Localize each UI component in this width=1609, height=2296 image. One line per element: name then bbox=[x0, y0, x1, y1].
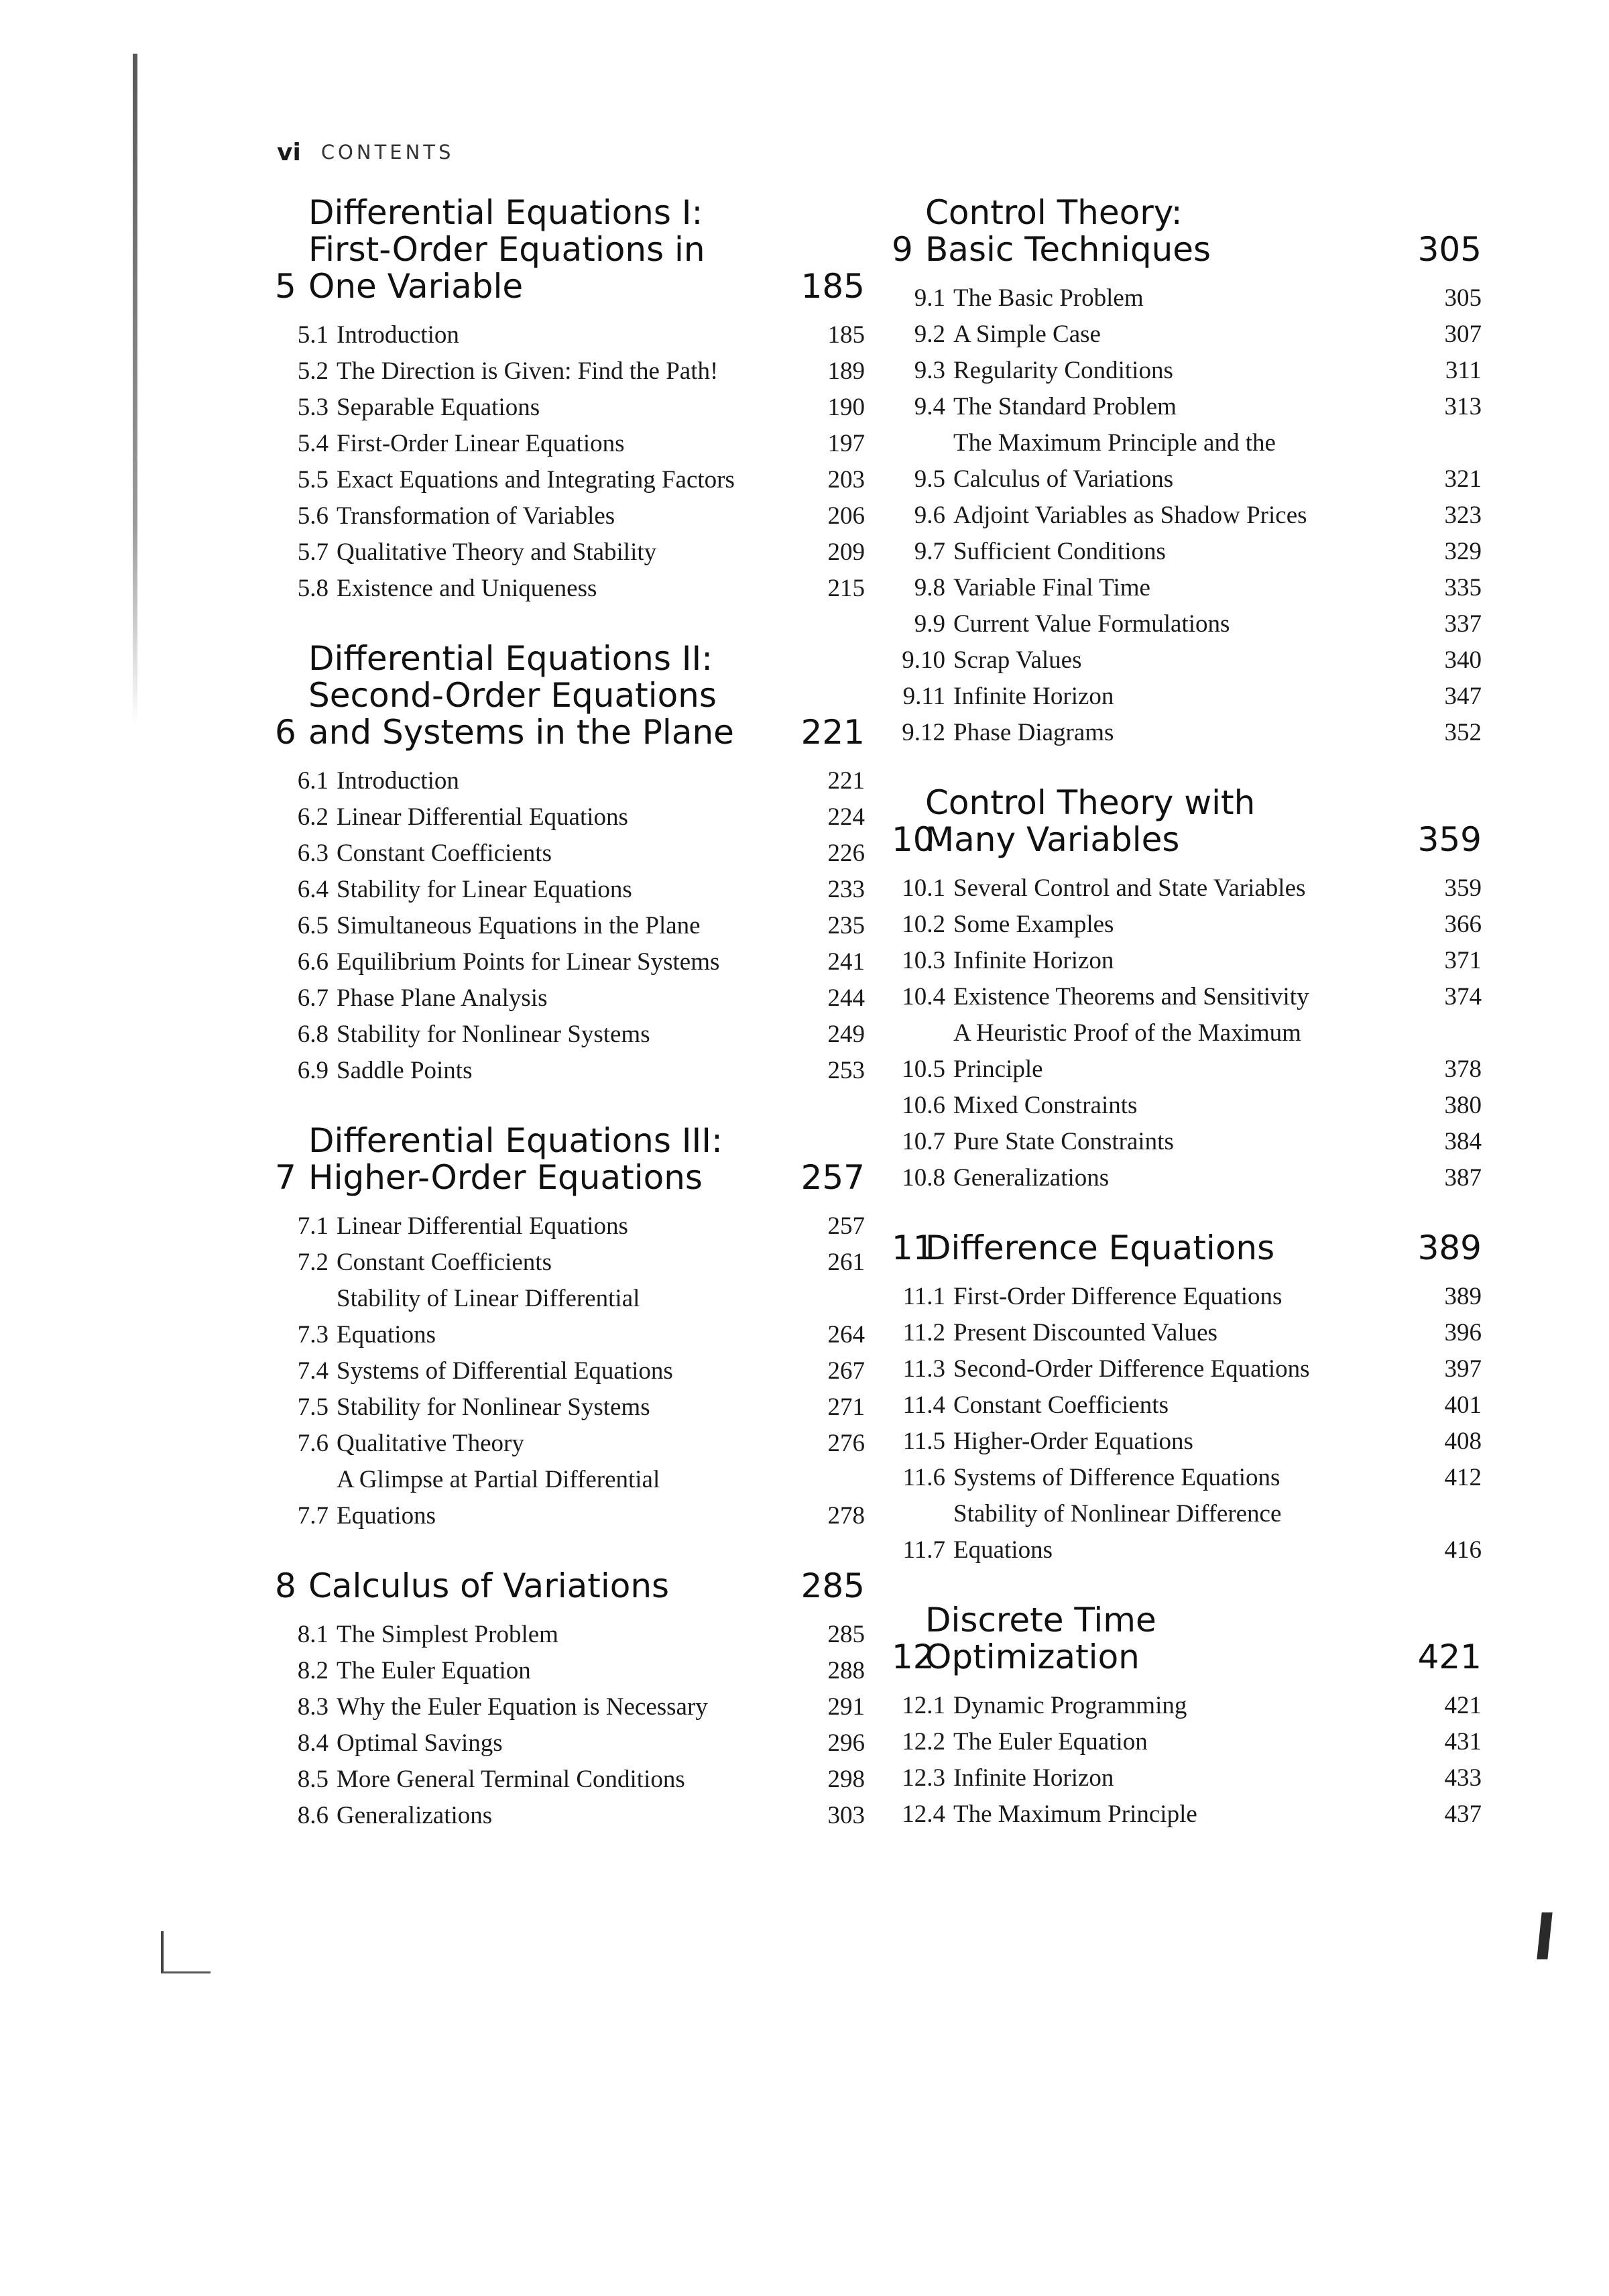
section-page: 267 bbox=[827, 1357, 865, 1385]
chapter-number: 9 bbox=[892, 230, 913, 269]
section-entry bbox=[275, 1426, 865, 1462]
section-page: 380 bbox=[1444, 1092, 1482, 1119]
section-number: 8.2 bbox=[297, 1657, 329, 1684]
section-title: Equilibrium Points for Linear Systems bbox=[337, 948, 720, 976]
section-entry bbox=[892, 943, 1482, 979]
section-title: Regularity Conditions bbox=[953, 357, 1173, 384]
chapter-heading bbox=[275, 640, 865, 751]
section-page: 359 bbox=[1444, 874, 1482, 902]
section-page: 253 bbox=[827, 1057, 865, 1084]
chapter-block bbox=[275, 194, 865, 607]
section-number: 8.4 bbox=[297, 1729, 329, 1757]
section-title: Generalizations bbox=[337, 1802, 493, 1829]
section-page: 298 bbox=[827, 1766, 865, 1793]
section-page: 276 bbox=[827, 1430, 865, 1457]
section-entry bbox=[892, 425, 1482, 498]
toc-column-left bbox=[275, 194, 865, 1868]
section-page: 421 bbox=[1444, 1692, 1482, 1719]
section-title: Constant Coefficients bbox=[953, 1391, 1169, 1419]
section-title: Systems of Differential Equations bbox=[337, 1357, 673, 1385]
section-page: 264 bbox=[827, 1321, 865, 1348]
section-entry bbox=[275, 498, 865, 534]
section-number: 9.3 bbox=[914, 357, 945, 384]
chapter-title: Differential Equations II: Second-Order Equations and Systems in the Plane bbox=[308, 639, 734, 752]
section-title: Systems of Difference Equations bbox=[953, 1464, 1280, 1491]
section-title: Present Discounted Values bbox=[953, 1319, 1217, 1346]
section-title: Qualitative Theory bbox=[337, 1430, 524, 1457]
section-title: Stability of Linear Differential Equations bbox=[337, 1285, 640, 1348]
section-entry bbox=[275, 426, 865, 462]
section-number: 8.5 bbox=[297, 1766, 329, 1793]
section-entry bbox=[892, 1279, 1482, 1315]
section-page: 226 bbox=[827, 840, 865, 867]
chapter-title: Calculus of Variations bbox=[308, 1566, 670, 1605]
section-title: Second-Order Difference Equations bbox=[953, 1355, 1310, 1383]
section-number: 6.5 bbox=[297, 912, 329, 939]
section-page: 197 bbox=[827, 430, 865, 457]
section-page: 221 bbox=[827, 767, 865, 795]
section-number: 6.7 bbox=[297, 984, 329, 1012]
section-page: 241 bbox=[827, 948, 865, 976]
section-number: 6.9 bbox=[297, 1057, 329, 1084]
scan-binding-shadow bbox=[133, 54, 137, 724]
section-page: 305 bbox=[1444, 284, 1482, 312]
section-number: 6.2 bbox=[297, 803, 329, 831]
section-entry bbox=[275, 1353, 865, 1389]
chapter-title: Difference Equations bbox=[925, 1228, 1275, 1267]
section-page: 190 bbox=[827, 394, 865, 421]
section-page: 296 bbox=[827, 1729, 865, 1757]
section-number: 12.2 bbox=[902, 1728, 945, 1756]
section-number: 11.1 bbox=[902, 1283, 945, 1310]
section-number: 9.11 bbox=[902, 683, 945, 710]
toc-column-right bbox=[892, 194, 1482, 1866]
section-title: Linear Differential Equations bbox=[337, 1212, 628, 1240]
section-title: First-Order Linear Equations bbox=[337, 430, 625, 457]
section-title: The Maximum Principle bbox=[953, 1800, 1197, 1828]
section-page: 291 bbox=[827, 1693, 865, 1721]
section-page: 224 bbox=[827, 803, 865, 831]
section-number: 5.8 bbox=[297, 575, 329, 602]
section-entry bbox=[892, 317, 1482, 353]
chapter-number: 6 bbox=[275, 713, 296, 752]
section-number: 6.6 bbox=[297, 948, 329, 976]
section-number: 8.3 bbox=[297, 1693, 329, 1721]
section-entry bbox=[275, 872, 865, 908]
section-entry bbox=[275, 571, 865, 607]
section-title: The Direction is Given: Find the Path! bbox=[337, 357, 719, 385]
section-number: 7.4 bbox=[297, 1357, 329, 1385]
chapter-number: 11 bbox=[892, 1228, 935, 1267]
chapter-block bbox=[892, 785, 1482, 1196]
section-page: 401 bbox=[1444, 1391, 1482, 1419]
section-entry bbox=[892, 715, 1482, 751]
section-title: Phase Diagrams bbox=[953, 719, 1114, 746]
section-entry bbox=[892, 389, 1482, 425]
section-entry bbox=[892, 1724, 1482, 1760]
section-entry bbox=[275, 1725, 865, 1762]
section-entry bbox=[275, 908, 865, 944]
chapter-number: 12 bbox=[892, 1638, 935, 1676]
section-number: 5.6 bbox=[297, 502, 329, 530]
section-number: 10.4 bbox=[902, 983, 945, 1011]
section-title: Saddle Points bbox=[337, 1057, 473, 1084]
section-page: 235 bbox=[827, 912, 865, 939]
section-entry bbox=[892, 570, 1482, 606]
chapter-number: 5 bbox=[275, 267, 296, 306]
running-title: CONTENTS bbox=[320, 141, 455, 164]
section-entry bbox=[275, 462, 865, 498]
section-title: Existence Theorems and Sensitivity bbox=[953, 983, 1309, 1011]
section-title: Qualitative Theory and Stability bbox=[337, 538, 657, 566]
section-page: 335 bbox=[1444, 574, 1482, 601]
section-title: Constant Coefficients bbox=[337, 1249, 552, 1276]
section-number: 9.5 bbox=[914, 465, 945, 493]
section-number: 8.1 bbox=[297, 1621, 329, 1648]
section-number: 9.2 bbox=[914, 321, 945, 348]
section-title: The Standard Problem bbox=[953, 393, 1177, 420]
section-number: 7.5 bbox=[297, 1393, 329, 1421]
chapter-page: 257 bbox=[800, 1158, 865, 1197]
section-title: A Glimpse at Partial Differential Equations bbox=[337, 1466, 660, 1530]
chapter-page: 285 bbox=[800, 1566, 865, 1605]
section-page: 437 bbox=[1444, 1800, 1482, 1828]
chapter-title: Differential Equations I: First-Order Equations in One Variable bbox=[308, 193, 705, 306]
section-number: 11.5 bbox=[902, 1428, 945, 1455]
section-number: 5.4 bbox=[297, 430, 329, 457]
section-page: 397 bbox=[1444, 1355, 1482, 1383]
section-page: 278 bbox=[827, 1502, 865, 1530]
section-entry bbox=[275, 390, 865, 426]
section-number: 12.4 bbox=[902, 1800, 945, 1828]
section-entry bbox=[892, 870, 1482, 907]
section-title: Infinite Horizon bbox=[953, 947, 1114, 974]
chapter-page: 421 bbox=[1417, 1638, 1482, 1676]
section-entry bbox=[892, 1315, 1482, 1351]
chapter-block bbox=[275, 1568, 865, 1834]
chapter-heading bbox=[892, 785, 1482, 858]
section-page: 371 bbox=[1444, 947, 1482, 974]
chapter-block bbox=[892, 194, 1482, 751]
section-number: 9.12 bbox=[902, 719, 945, 746]
section-number: 11.2 bbox=[902, 1319, 945, 1346]
section-number: 11.6 bbox=[902, 1464, 945, 1491]
chapter-title: Discrete Time Optimization bbox=[925, 1601, 1156, 1676]
chapter-title: Control Theory: Basic Techniques bbox=[925, 193, 1211, 269]
section-title: Phase Plane Analysis bbox=[337, 984, 548, 1012]
section-title: Several Control and State Variables bbox=[953, 874, 1306, 902]
section-page: 285 bbox=[827, 1621, 865, 1648]
section-number: 6.4 bbox=[297, 876, 329, 903]
chapter-page: 359 bbox=[1417, 820, 1482, 859]
section-entry bbox=[892, 907, 1482, 943]
section-title: Optimal Savings bbox=[337, 1729, 503, 1757]
chapter-page: 185 bbox=[800, 267, 865, 306]
section-page: 311 bbox=[1445, 357, 1482, 384]
section-entry bbox=[275, 1689, 865, 1725]
chapter-block bbox=[275, 640, 865, 1089]
section-entry bbox=[275, 1798, 865, 1834]
section-page: 396 bbox=[1444, 1319, 1482, 1346]
section-page: 387 bbox=[1444, 1164, 1482, 1192]
section-entry bbox=[275, 836, 865, 872]
section-number: 12.3 bbox=[902, 1764, 945, 1792]
section-title: Stability for Linear Equations bbox=[337, 876, 632, 903]
section-number: 10.2 bbox=[902, 911, 945, 938]
section-page: 185 bbox=[827, 321, 865, 349]
chapter-title: Differential Equations III: Higher-Order Equations bbox=[308, 1121, 723, 1197]
section-entry bbox=[892, 498, 1482, 534]
section-title: Separable Equations bbox=[337, 394, 540, 421]
section-number: 7.7 bbox=[297, 1502, 329, 1530]
section-page: 416 bbox=[1444, 1536, 1482, 1564]
section-page: 408 bbox=[1444, 1428, 1482, 1455]
section-number: 6.8 bbox=[297, 1021, 329, 1048]
section-title: Some Examples bbox=[953, 911, 1114, 938]
section-number: 5.2 bbox=[297, 357, 329, 385]
section-number: 9.7 bbox=[914, 538, 945, 565]
section-number: 8.6 bbox=[297, 1802, 329, 1829]
section-number: 5.3 bbox=[297, 394, 329, 421]
section-title: Constant Coefficients bbox=[337, 840, 552, 867]
section-title: First-Order Difference Equations bbox=[953, 1283, 1283, 1310]
chapter-heading bbox=[275, 1123, 865, 1196]
chapter-page: 221 bbox=[800, 713, 865, 752]
section-entry bbox=[275, 353, 865, 390]
section-page: 329 bbox=[1444, 538, 1482, 565]
section-number: 9.1 bbox=[914, 284, 945, 312]
section-entry bbox=[892, 979, 1482, 1015]
section-entry bbox=[892, 1160, 1482, 1196]
section-entry bbox=[275, 1053, 865, 1089]
section-number: 10.5 bbox=[902, 1055, 945, 1083]
section-page: 389 bbox=[1444, 1283, 1482, 1310]
section-title: Scrap Values bbox=[953, 646, 1082, 674]
section-page: 261 bbox=[827, 1249, 865, 1276]
section-number: 10.3 bbox=[902, 947, 945, 974]
section-title: Linear Differential Equations bbox=[337, 803, 628, 831]
scan-corner-mark bbox=[161, 1931, 211, 1973]
section-title: Variable Final Time bbox=[953, 574, 1150, 601]
chapter-title: Control Theory with Many Variables bbox=[925, 783, 1256, 859]
section-title: Simultaneous Equations in the Plane bbox=[337, 912, 701, 939]
chapter-page: 389 bbox=[1417, 1228, 1482, 1267]
section-page: 215 bbox=[827, 575, 865, 602]
chapter-number: 7 bbox=[275, 1158, 296, 1197]
section-entry bbox=[892, 679, 1482, 715]
section-page: 384 bbox=[1444, 1128, 1482, 1155]
section-page: 244 bbox=[827, 984, 865, 1012]
section-title: Introduction bbox=[337, 767, 459, 795]
section-entry bbox=[275, 944, 865, 980]
section-title: A Heuristic Proof of the Maximum Principle bbox=[953, 1019, 1301, 1083]
section-page: 257 bbox=[827, 1212, 865, 1240]
section-entry bbox=[275, 763, 865, 799]
section-title: Introduction bbox=[337, 321, 459, 349]
section-page: 203 bbox=[827, 466, 865, 494]
chapter-block bbox=[275, 1123, 865, 1534]
section-number: 11.3 bbox=[902, 1355, 945, 1383]
section-number: 5.5 bbox=[297, 466, 329, 494]
section-entry bbox=[275, 1281, 865, 1353]
section-entry bbox=[892, 280, 1482, 317]
section-entry bbox=[892, 353, 1482, 389]
section-page: 307 bbox=[1444, 321, 1482, 348]
section-title: Infinite Horizon bbox=[953, 683, 1114, 710]
chapter-heading bbox=[892, 194, 1482, 268]
chapter-number: 8 bbox=[275, 1566, 296, 1605]
section-number: 6.1 bbox=[297, 767, 329, 795]
section-entry bbox=[892, 1760, 1482, 1796]
section-number: 7.1 bbox=[297, 1212, 329, 1240]
section-number: 10.6 bbox=[902, 1092, 945, 1119]
chapter-block bbox=[892, 1230, 1482, 1568]
section-title: The Basic Problem bbox=[953, 284, 1144, 312]
section-entry bbox=[892, 1796, 1482, 1833]
section-title: Mixed Constraints bbox=[953, 1092, 1138, 1119]
section-page: 433 bbox=[1444, 1764, 1482, 1792]
scan-edge-mark bbox=[1537, 1912, 1552, 1959]
section-page: 249 bbox=[827, 1021, 865, 1048]
section-entry bbox=[275, 1617, 865, 1653]
page-folio: vi bbox=[277, 138, 301, 166]
section-page: 323 bbox=[1444, 502, 1482, 529]
section-number: 9.10 bbox=[902, 646, 945, 674]
section-title: The Euler Equation bbox=[953, 1728, 1148, 1756]
section-number: 5.1 bbox=[297, 321, 329, 349]
section-title: Sufficient Conditions bbox=[953, 538, 1166, 565]
section-number: 10.8 bbox=[902, 1164, 945, 1192]
section-number: 7.3 bbox=[297, 1321, 329, 1348]
section-entry bbox=[892, 534, 1482, 570]
section-title: Stability for Nonlinear Systems bbox=[337, 1021, 650, 1048]
section-entry bbox=[892, 606, 1482, 642]
section-title: Pure State Constraints bbox=[953, 1128, 1174, 1155]
section-entry bbox=[892, 1460, 1482, 1496]
section-title: The Euler Equation bbox=[337, 1657, 531, 1684]
section-number: 12.1 bbox=[902, 1692, 945, 1719]
section-entry bbox=[275, 1462, 865, 1534]
section-number: 9.4 bbox=[914, 393, 945, 420]
section-title: Exact Equations and Integrating Factors bbox=[337, 466, 735, 494]
section-page: 271 bbox=[827, 1393, 865, 1421]
section-entry bbox=[275, 1208, 865, 1245]
section-entry bbox=[892, 642, 1482, 679]
section-entry bbox=[892, 1351, 1482, 1387]
section-title: The Maximum Principle and the Calculus of Variations bbox=[953, 429, 1276, 493]
section-page: 206 bbox=[827, 502, 865, 530]
section-title: Adjoint Variables as Shadow Prices bbox=[953, 502, 1307, 529]
section-entry bbox=[892, 1496, 1482, 1568]
section-page: 340 bbox=[1444, 646, 1482, 674]
section-title: Why the Euler Equation is Necessary bbox=[337, 1693, 708, 1721]
section-page: 189 bbox=[827, 357, 865, 385]
section-entry bbox=[892, 1088, 1482, 1124]
running-head bbox=[277, 134, 454, 170]
section-entry bbox=[275, 799, 865, 836]
chapter-number: 10 bbox=[892, 820, 935, 859]
chapter-heading bbox=[275, 194, 865, 305]
section-page: 303 bbox=[827, 1802, 865, 1829]
section-page: 209 bbox=[827, 538, 865, 566]
section-page: 378 bbox=[1444, 1055, 1482, 1083]
section-entry bbox=[892, 1688, 1482, 1724]
section-entry bbox=[275, 317, 865, 353]
section-title: Existence and Uniqueness bbox=[337, 575, 597, 602]
section-entry bbox=[892, 1124, 1482, 1160]
section-entry bbox=[275, 1245, 865, 1281]
section-title: Generalizations bbox=[953, 1164, 1110, 1192]
section-number: 9.6 bbox=[914, 502, 945, 529]
section-entry bbox=[275, 1653, 865, 1689]
section-entry bbox=[275, 1389, 865, 1426]
chapter-heading bbox=[892, 1602, 1482, 1676]
section-entry bbox=[275, 534, 865, 571]
section-title: Current Value Formulations bbox=[953, 610, 1230, 638]
section-entry bbox=[275, 1017, 865, 1053]
section-title: Transformation of Variables bbox=[337, 502, 615, 530]
section-page: 337 bbox=[1444, 610, 1482, 638]
section-page: 233 bbox=[827, 876, 865, 903]
section-entry bbox=[892, 1015, 1482, 1088]
section-number: 11.4 bbox=[902, 1391, 945, 1419]
section-number: 10.7 bbox=[902, 1128, 945, 1155]
section-number: 11.7 bbox=[902, 1536, 945, 1564]
section-entry bbox=[892, 1424, 1482, 1460]
section-page: 352 bbox=[1444, 719, 1482, 746]
section-title: More General Terminal Conditions bbox=[337, 1766, 685, 1793]
section-number: 9.9 bbox=[914, 610, 945, 638]
section-entry bbox=[275, 1762, 865, 1798]
section-number: 10.1 bbox=[902, 874, 945, 902]
section-page: 347 bbox=[1444, 683, 1482, 710]
section-title: Stability of Nonlinear Difference Equations bbox=[953, 1500, 1282, 1564]
section-page: 366 bbox=[1444, 911, 1482, 938]
section-entry bbox=[892, 1387, 1482, 1424]
section-title: Dynamic Programming bbox=[953, 1692, 1187, 1719]
section-entry bbox=[275, 980, 865, 1017]
section-number: 6.3 bbox=[297, 840, 329, 867]
chapter-heading bbox=[275, 1568, 865, 1605]
section-number: 9.8 bbox=[914, 574, 945, 601]
section-title: The Simplest Problem bbox=[337, 1621, 558, 1648]
chapter-block bbox=[892, 1602, 1482, 1833]
section-title: Stability for Nonlinear Systems bbox=[337, 1393, 650, 1421]
section-page: 288 bbox=[827, 1657, 865, 1684]
section-page: 374 bbox=[1444, 983, 1482, 1011]
section-number: 7.6 bbox=[297, 1430, 329, 1457]
section-title: Higher-Order Equations bbox=[953, 1428, 1193, 1455]
section-page: 412 bbox=[1444, 1464, 1482, 1491]
section-number: 7.2 bbox=[297, 1249, 329, 1276]
section-page: 313 bbox=[1444, 393, 1482, 420]
section-number: 5.7 bbox=[297, 538, 329, 566]
chapter-heading bbox=[892, 1230, 1482, 1267]
section-title: A Simple Case bbox=[953, 321, 1101, 348]
section-page: 321 bbox=[1444, 465, 1482, 493]
section-page: 431 bbox=[1444, 1728, 1482, 1756]
chapter-page: 305 bbox=[1417, 230, 1482, 269]
section-title: Infinite Horizon bbox=[953, 1764, 1114, 1792]
